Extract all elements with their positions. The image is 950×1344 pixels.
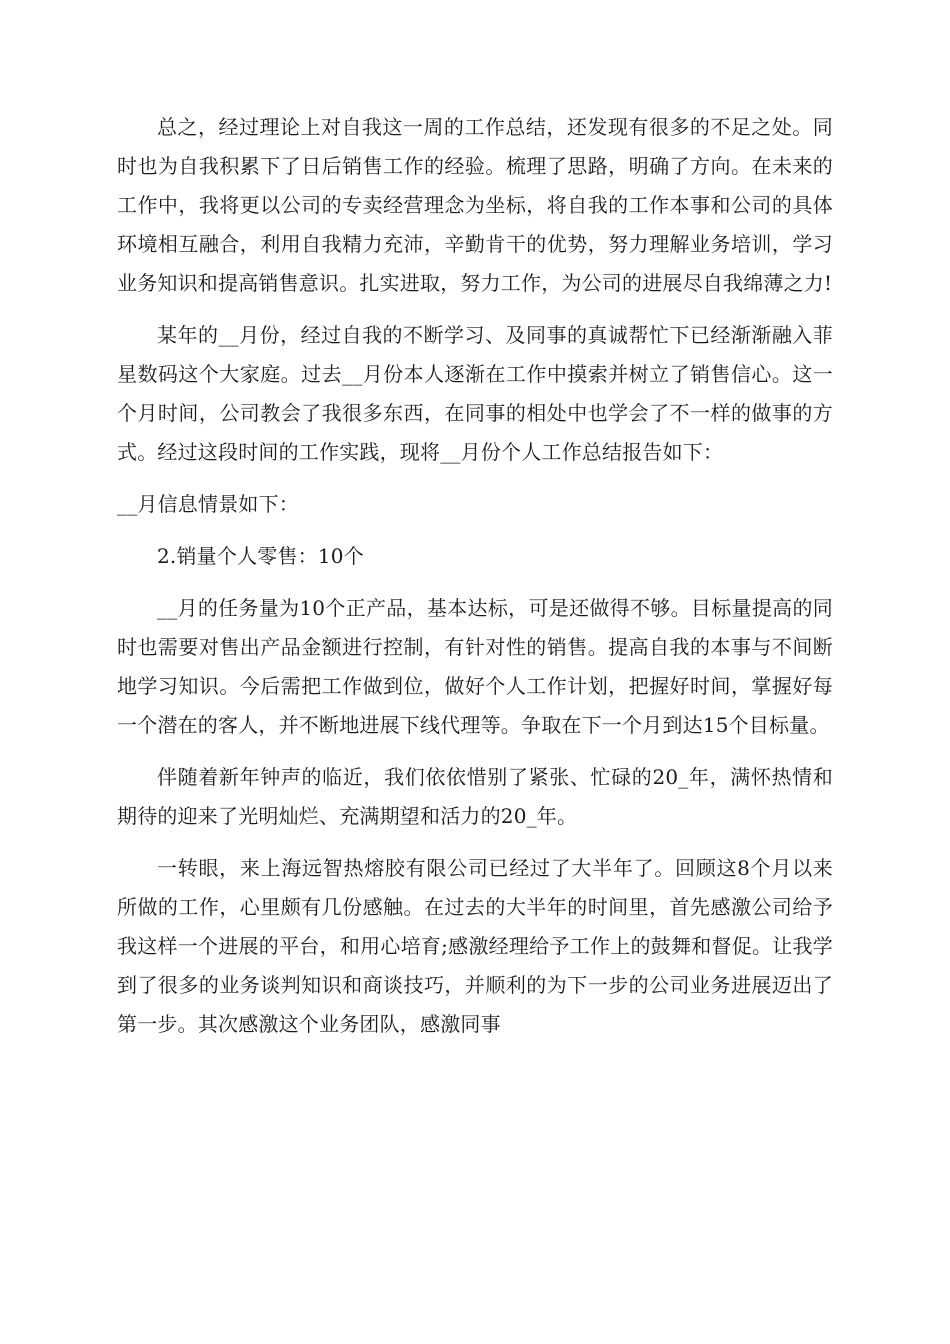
paragraph-sales-count: 2.销量个人零售：10个	[157, 544, 364, 568]
paragraph-summary: 总之，经过理论上对自我这一周的工作总结，还发现有很多的不足之处。同时也为自我积累下了日后销售工作的经验。梳理了思路，明确了方向。在未来的工作中，我将更以公司的专卖经营理念为坐标，将自我的工作本事和公司的具体环境相互融合，利用自我精力充沛，辛勤肯干的优势，努力理解业务培训，学习业务知识和提高销售意识。扎实进取，努力工作，为公司的进展尽自我绵薄之力!	[117, 115, 833, 295]
document-body	[117, 108, 833, 1057]
paragraph-monthly-intro: 某年的__月份，经过自我的不断学习、及同事的真诚帮忙下已经渐渐融入菲星数码这个大家庭。过去__月份本人逐渐在工作中摸索并树立了销售信心。这一个月时间，公司教会了我很多东西，在同事的相处中也学会了不一样的做事的方式。经过这段时间的工作实践，现将__月份个人工作总结报告如下：	[117, 323, 833, 464]
paragraph-task-target: __月的任务量为10个正产品，基本达标，可是还做得不够。目标量提高的同时也需要对售出产品金额进行控制，有针对性的销售。提高自我的本事与不间断地学习知识。今后需把工作做到位，做好个人工作计划，把握好时间，掌握好每一个潜在的客人，并不断地进展下线代理等。争取在下一个月到达15个目标量。	[117, 596, 833, 737]
paragraph-new-year: 伴随着新年钟声的临近，我们依依惜别了紧张、忙碌的20_年，满怀热情和期待的迎来了光明灿烂、充满期望和活力的20_年。	[117, 765, 833, 828]
paragraph-company-review: 一转眼，来上海远智热熔胶有限公司已经过了大半年了。回顾这8个月以来所做的工作，心里颇有几份感触。在过去的大半年的时间里，首先感激公司给予我这样一个进展的平台，和用心培育;感激经理给予工作上的鼓舞和督促。让我学到了很多的业务谈判知识和商谈技巧，并顺利的为下一步的公司业务进展迈出了第一步。其次感激这个业务团队，感激同事	[117, 856, 833, 1036]
paragraph-info-heading: __月信息情景如下：	[117, 492, 299, 516]
